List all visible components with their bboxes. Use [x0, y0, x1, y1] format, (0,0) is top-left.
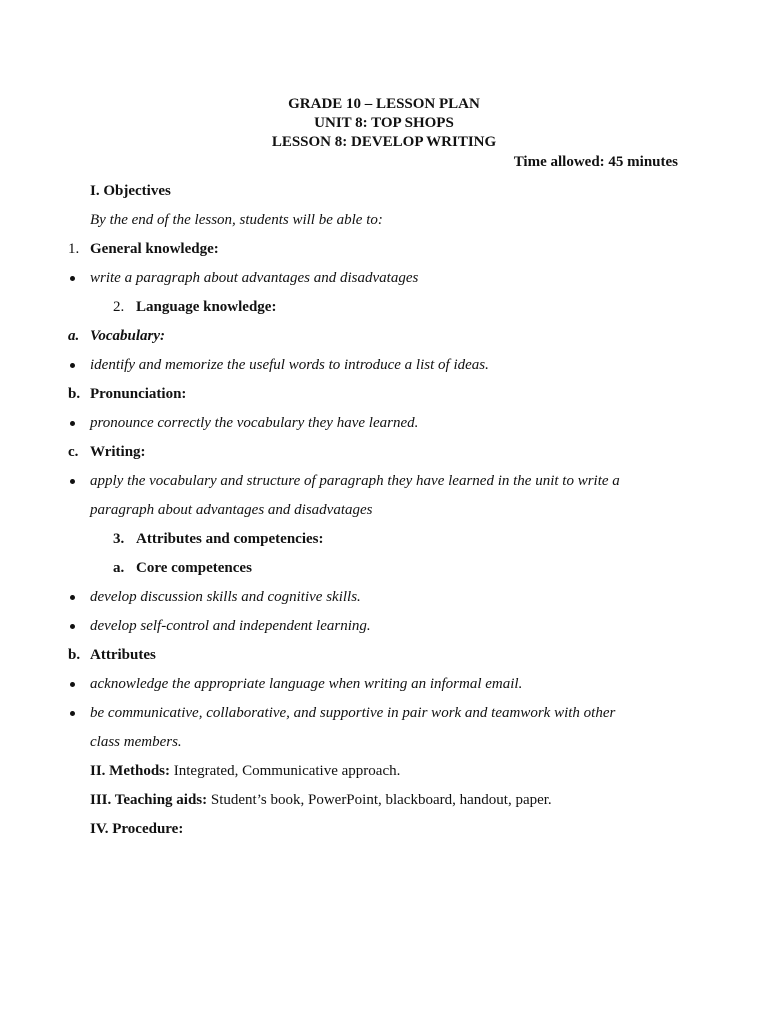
- vocabulary-bullet: identify and memorize the useful words to introduce a list of ideas.: [90, 357, 489, 373]
- attributes-marker: b.: [68, 647, 81, 663]
- bullet-icon: [70, 363, 75, 368]
- pronunciation-label: Pronunciation:: [90, 386, 187, 402]
- general-knowledge-number: 1.: [68, 241, 80, 257]
- teaching-aids-line: [90, 791, 552, 809]
- language-knowledge-number: 2.: [113, 299, 125, 315]
- general-knowledge-label: General knowledge:: [90, 241, 219, 257]
- procedure-heading: IV. Procedure:: [90, 821, 184, 837]
- methods-value: Integrated, Communicative approach.: [170, 763, 401, 779]
- bullet-icon: [70, 276, 75, 281]
- general-knowledge-bullet: write a paragraph about advantages and disadvatages: [90, 270, 419, 286]
- lesson-title: LESSON 8: DEVELOP WRITING: [271, 134, 497, 150]
- attributes-competencies-number: 3.: [113, 531, 125, 547]
- bullet-icon: [70, 624, 75, 629]
- bullet-icon: [70, 682, 75, 687]
- writing-label: Writing:: [90, 444, 146, 460]
- writing-marker: c.: [68, 444, 79, 460]
- teaching-aids-value: Student’s book, PowerPoint, blackboard, handout, paper.: [207, 792, 552, 808]
- vocabulary-label: Vocabulary:: [90, 328, 165, 344]
- pronunciation-marker: b.: [68, 386, 81, 402]
- methods-label: II. Methods:: [90, 763, 171, 779]
- objectives-intro: By the end of the lesson, students will be able to:: [90, 212, 383, 228]
- lesson-plan-title: GRADE 10 – LESSON PLAN: [288, 96, 480, 112]
- language-knowledge-label: Language knowledge:: [136, 299, 277, 315]
- core-competences-label: Core competences: [136, 560, 252, 576]
- objectives-heading: I. Objectives: [90, 183, 171, 199]
- attributes-bullet-2-line2: class members.: [90, 734, 182, 750]
- core-competences-marker: a.: [113, 560, 125, 576]
- bullet-icon: [70, 421, 75, 426]
- teaching-aids-label: III. Teaching aids:: [90, 792, 208, 808]
- pronunciation-bullet: pronounce correctly the vocabulary they have learned.: [90, 415, 419, 431]
- core-competences-bullet-1: develop discussion skills and cognitive skills.: [90, 589, 361, 605]
- attributes-bullet-1: acknowledge the appropriate language when writing an informal email.: [90, 676, 523, 692]
- methods-line: [90, 762, 400, 780]
- bullet-icon: [70, 595, 75, 600]
- writing-bullet-line2: paragraph about advantages and disadvatages: [90, 502, 373, 518]
- bullet-icon: [70, 479, 75, 484]
- core-competences-bullet-2: develop self-control and independent learning.: [90, 618, 371, 634]
- attributes-bullet-2-line1: be communicative, collaborative, and supportive in pair work and teamwork with other: [90, 705, 616, 721]
- unit-title: UNIT 8: TOP SHOPS: [314, 115, 454, 131]
- vocabulary-marker: a.: [68, 328, 80, 344]
- writing-bullet-line1: apply the vocabulary and structure of paragraph they have learned in the unit to write a: [90, 473, 620, 489]
- attributes-competencies-label: Attributes and competencies:: [136, 531, 324, 547]
- bullet-icon: [70, 711, 75, 716]
- time-allowed: Time allowed: 45 minutes: [513, 154, 678, 170]
- attributes-label: Attributes: [90, 647, 156, 663]
